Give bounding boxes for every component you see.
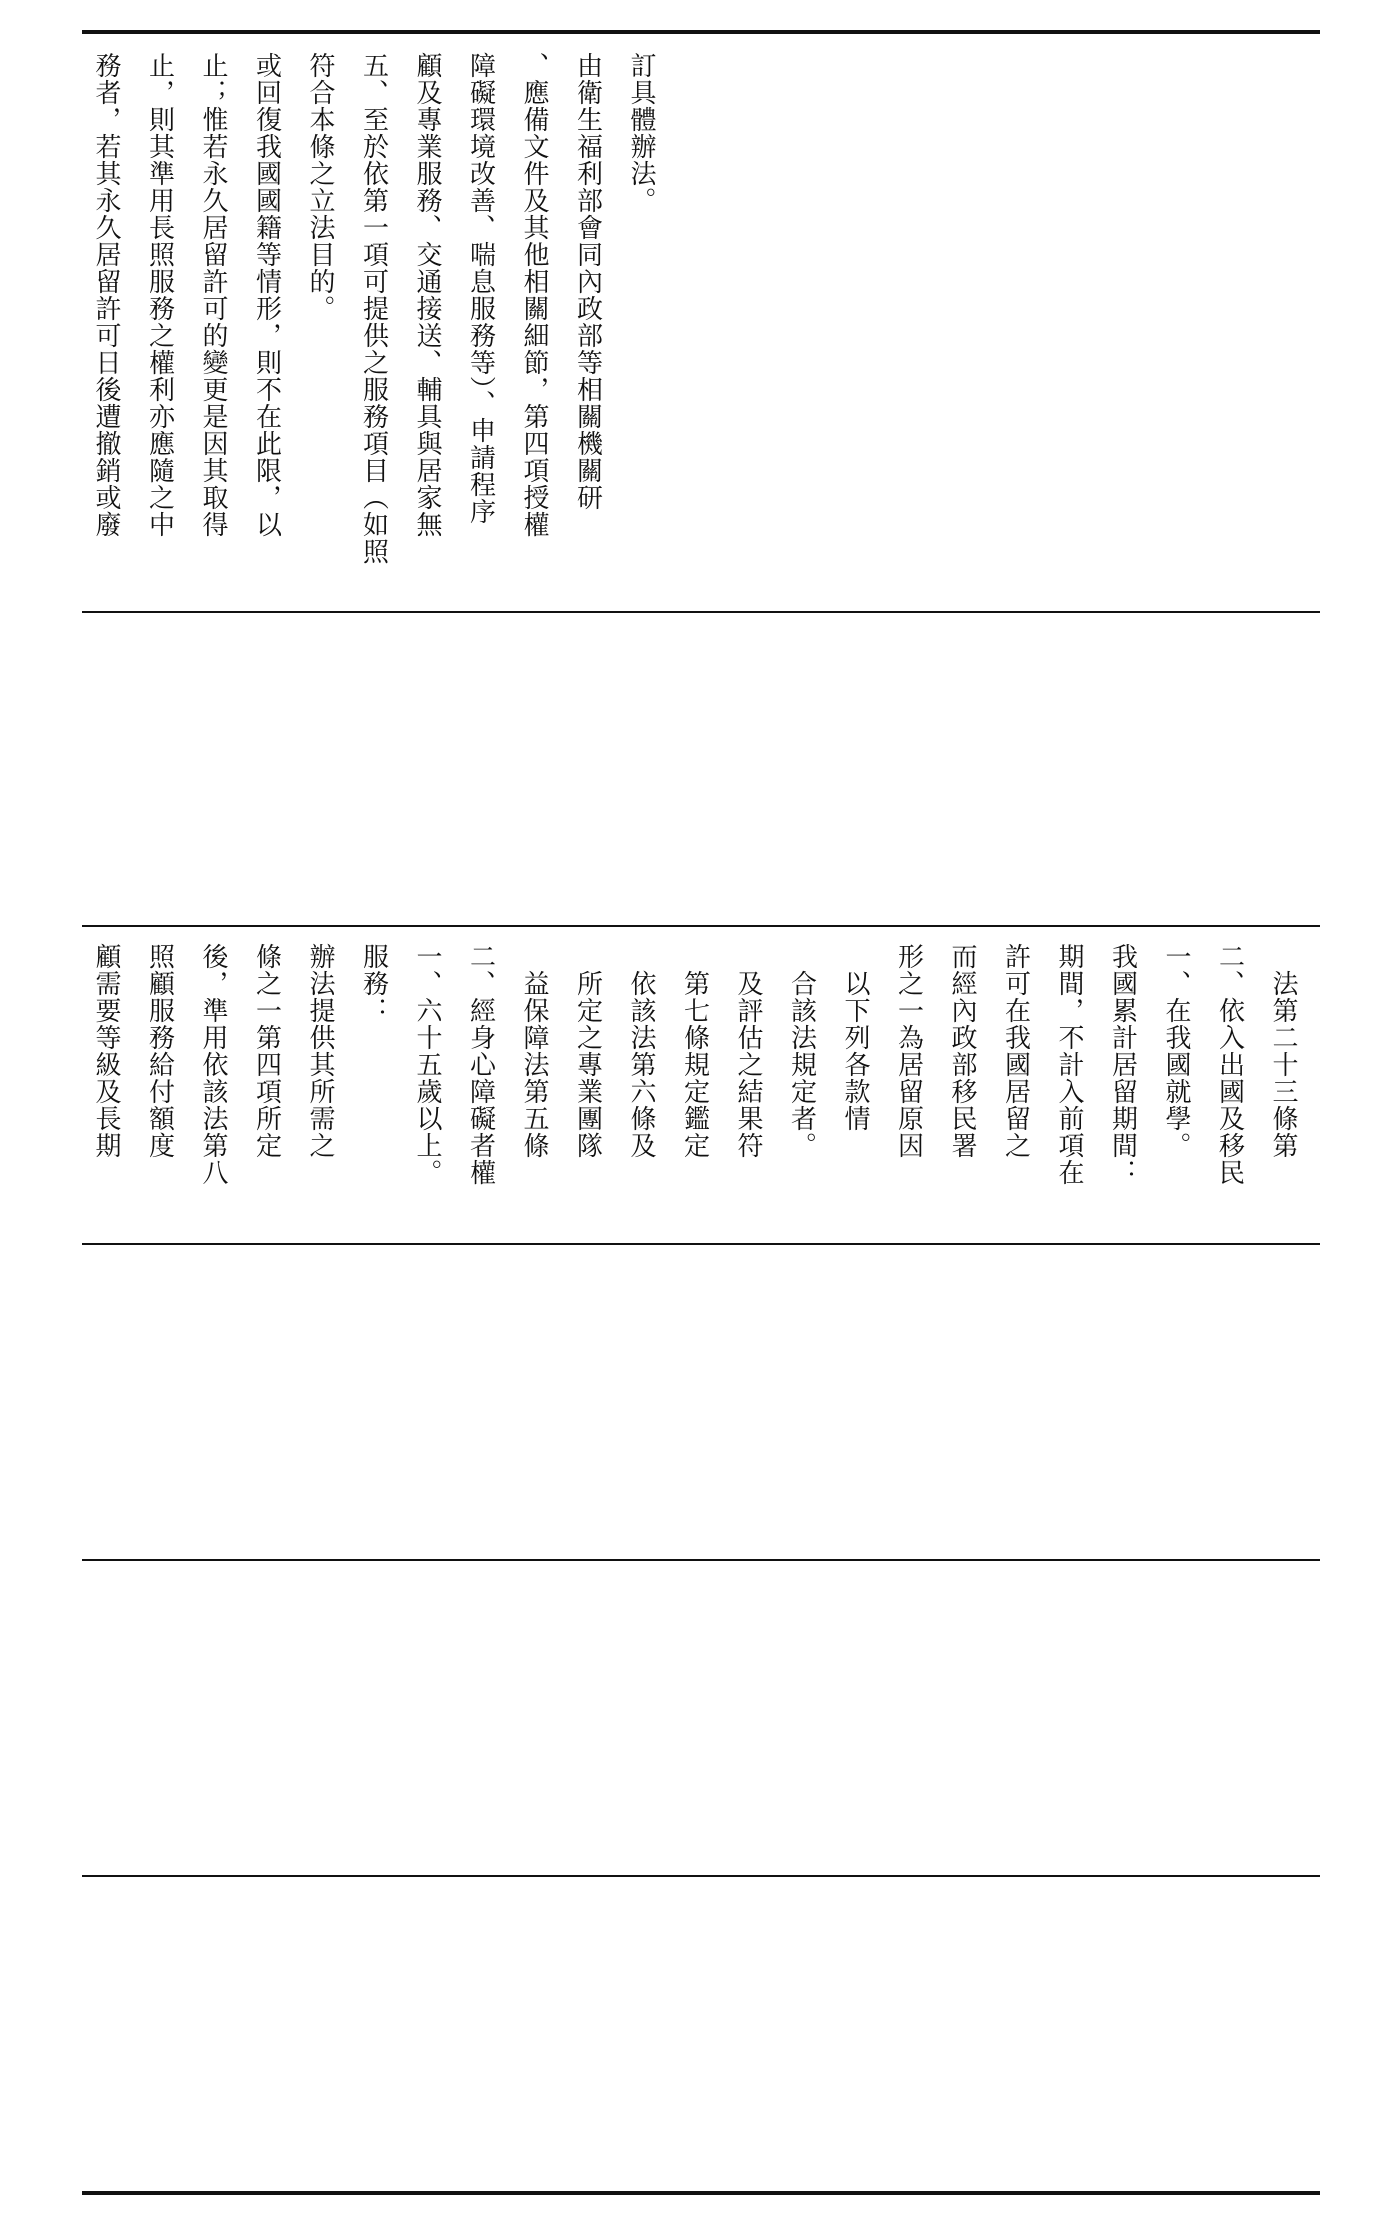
text-column: 後，準用依該法第八: [198, 943, 228, 1186]
text-column: 障礙環境改善、喘息服務等）、申請程序: [465, 52, 496, 525]
section-5-cell: [82, 1561, 1320, 1874]
text-column: 一、六十五歲以上。: [412, 943, 442, 1186]
text-column: 二、依入出國及移民: [1214, 943, 1245, 1186]
text-column: 止，則其準用長照服務之權利亦應隨之中: [144, 52, 175, 538]
text-column: 一、在我國就學。: [1161, 943, 1191, 1159]
text-column: 益保障法第五條: [519, 943, 549, 1159]
bottom-rule: [82, 2191, 1320, 2195]
text-column: 以下列各款情: [840, 943, 870, 1132]
text-column: 、應備文件及其他相關細節，第四項授權: [519, 52, 549, 538]
text-column: 服務：: [358, 943, 389, 1024]
section-4-cell: [82, 1245, 1320, 1558]
section-1-cell: [82, 34, 1320, 610]
text-column: 而經內政部移民署: [947, 943, 977, 1159]
text-column: 法第二十三條第: [1268, 943, 1298, 1159]
text-column: 照顧服務給付額度: [144, 943, 175, 1159]
text-column: 顧及專業服務、交通接送、輔具與居家無: [412, 52, 442, 538]
text-column: 形之一為居留原因: [893, 943, 924, 1159]
text-column: 訂具體辦法。: [626, 52, 656, 214]
section-2-cell: [82, 613, 1320, 924]
text-column: 止；惟若永久居留許可的變更是因其取得: [198, 52, 228, 538]
text-column: 辦法提供其所需之: [305, 943, 335, 1159]
text-column: 我國累計居留期間：: [1107, 943, 1138, 1186]
text-column: 由衛生福利部會同內政部等相關機關研: [572, 52, 603, 511]
text-column: 許可在我國居留之: [1000, 943, 1031, 1159]
text-column: 依該法第六條及: [626, 943, 656, 1159]
text-column: 顧需要等級及長期: [91, 943, 121, 1159]
text-column: 第七條規定鑑定: [679, 943, 710, 1159]
text-column: 二、經身心障礙者權: [465, 943, 496, 1186]
text-column: 所定之專業團隊: [572, 943, 603, 1159]
text-column: 及評估之結果符: [733, 943, 763, 1159]
text-column: 務者，若其永久居留許可日後遭撤銷或廢: [91, 52, 121, 538]
section-3-cell: [82, 927, 1320, 1243]
text-column: 條之一第四項所定: [251, 943, 282, 1159]
section-6-cell: [82, 1877, 1320, 2191]
text-column: 五、至於依第一項可提供之服務項目（如照: [358, 52, 389, 565]
text-column: 期間，不計入前項在: [1054, 943, 1084, 1186]
text-column: 合該法規定者。: [786, 943, 817, 1159]
text-column: 符合本條之立法目的。: [305, 52, 335, 322]
text-column: 或回復我國國籍等情形，則不在此限，以: [251, 52, 282, 538]
